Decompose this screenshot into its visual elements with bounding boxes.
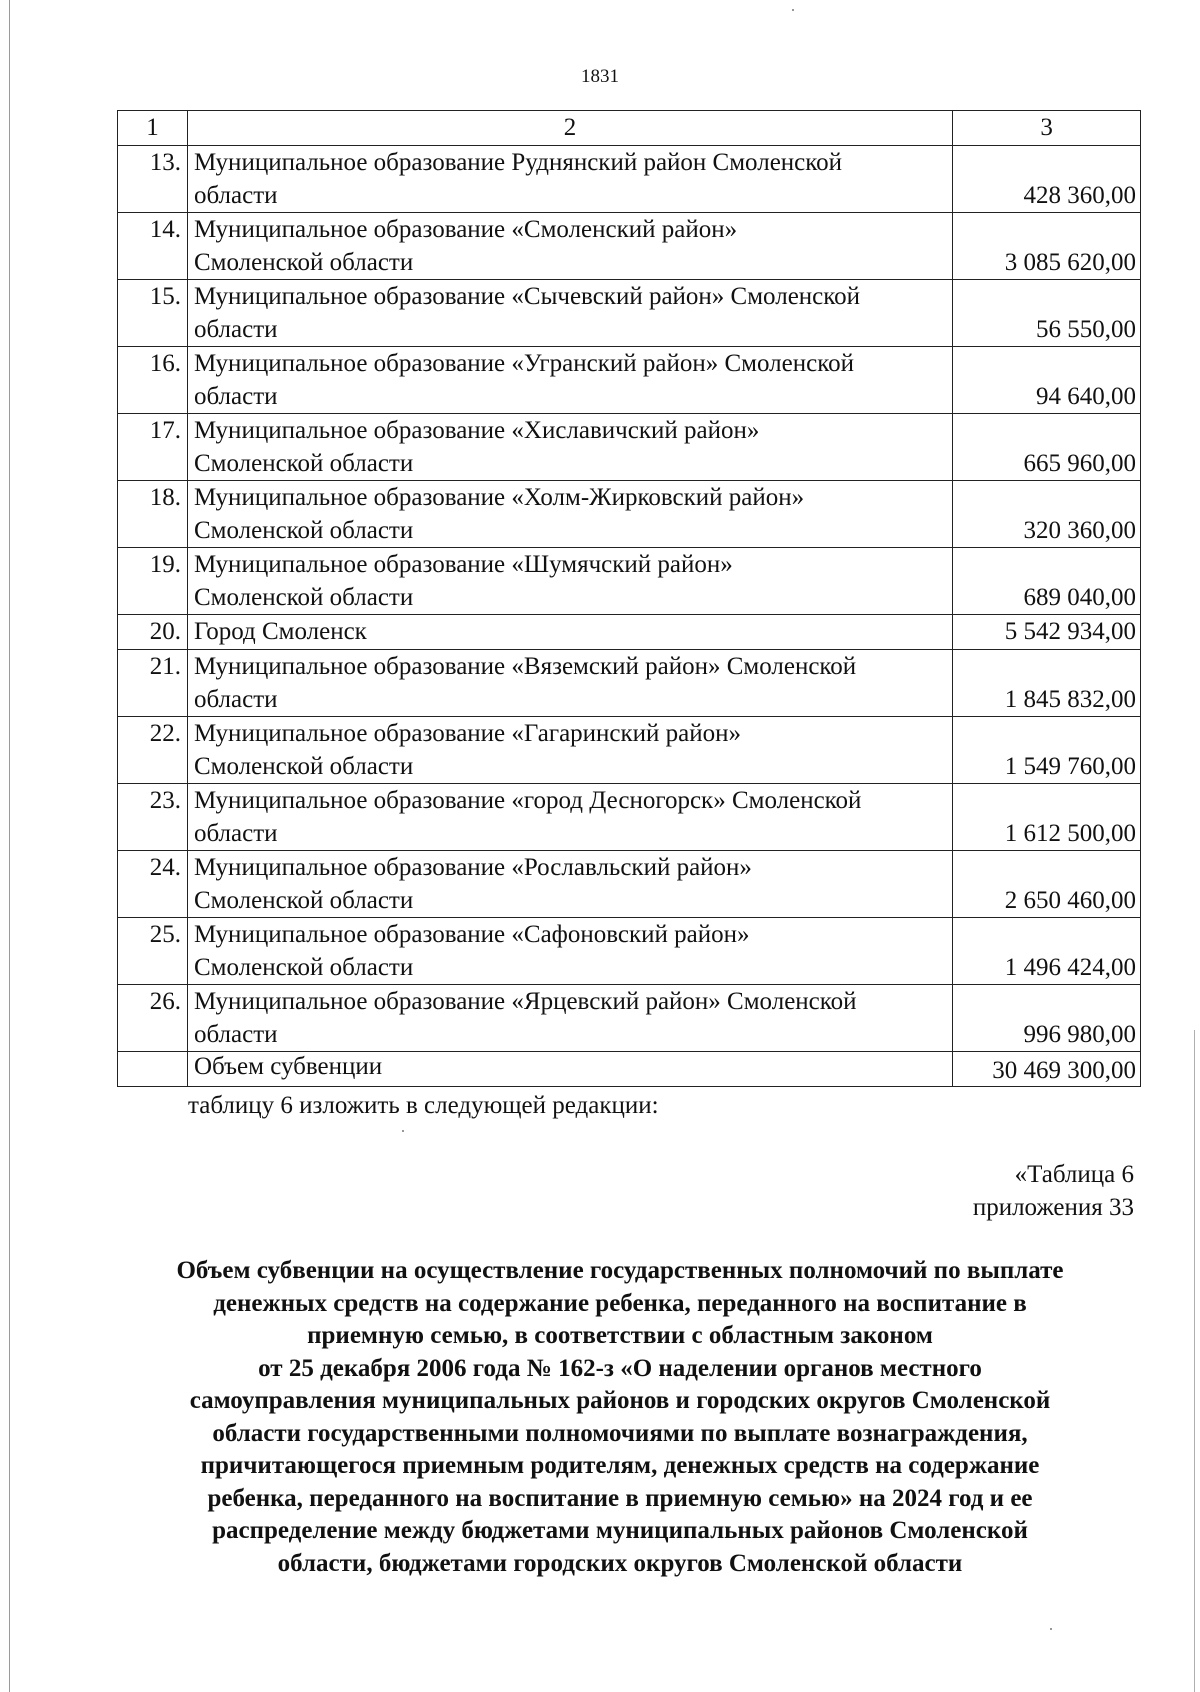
scan-speck — [792, 9, 794, 11]
table-row — [118, 146, 1141, 213]
municipality-name — [187, 213, 952, 280]
municipality-name-line-2: Смоленской области — [193, 584, 414, 611]
heading-line: Объем субвенции на осуществление государственных полномочий по выплате — [176, 1257, 1064, 1284]
subvention-amount: 665 960,00 — [953, 414, 1141, 481]
subvention-table — [117, 110, 1141, 1087]
municipality-name-line-1: Муниципальное образование «город Десногорск» Смоленской — [193, 787, 862, 814]
subvention-amount: 1 496 424,00 — [953, 918, 1141, 985]
row-number: 20. — [118, 615, 188, 650]
row-number: 22. — [118, 717, 188, 784]
municipality-name-line-1: Муниципальное образование «Рославльский район» — [193, 854, 752, 881]
municipality-name-line-2: Смоленской области — [193, 954, 414, 981]
municipality-name-line-1: Муниципальное образование «Гагаринский район» — [193, 720, 742, 747]
row-number: 23. — [118, 784, 188, 851]
subvention-amount: 1 845 832,00 — [953, 650, 1141, 717]
row-number: 16. — [118, 347, 188, 414]
heading-line: от 25 декабря 2006 года № 162-з «О наделении органов местного — [258, 1354, 982, 1382]
total-amount: 30 469 300,00 — [953, 1052, 1141, 1087]
municipality-name — [187, 414, 952, 481]
row-number: 26. — [118, 985, 188, 1052]
subvention-amount: 996 980,00 — [953, 985, 1141, 1052]
row-number: 13. — [118, 146, 188, 213]
municipality-name-line-1: Муниципальное образование Руднянский район Смоленской — [193, 149, 843, 176]
heading-line: самоуправления муниципальных районов и городских округов Смоленской — [189, 1387, 1051, 1414]
subvention-amount: 1 612 500,00 — [953, 784, 1141, 851]
municipality-name — [187, 717, 952, 784]
row-number: 18. — [118, 481, 188, 548]
heading-line: денежных средств на содержание ребенка, переданного на воспитание в — [213, 1289, 1027, 1317]
municipality-name-line-1: Муниципальное образование «Ярцевский район» Смоленской — [193, 988, 857, 1015]
table-row — [118, 650, 1141, 717]
table-reference — [973, 1158, 1134, 1224]
municipality-name — [187, 851, 952, 918]
table-row — [118, 347, 1141, 414]
header-col-3: 3 — [953, 111, 1141, 146]
municipality-name-line-1: Муниципальное образование «Угранский район» Смоленской — [193, 350, 854, 377]
total-label: Объем субвенции — [187, 1052, 952, 1087]
municipality-name — [187, 784, 952, 851]
instruction-text: таблицу 6 изложить в следующей редакции: — [188, 1092, 659, 1119]
municipality-name-line-2: Смоленской области — [193, 887, 414, 914]
table-header-row — [118, 111, 1141, 146]
municipality-name-line-2: области — [193, 820, 278, 847]
heading-line: причитающегося приемным родителям, денежных средств на содержание — [200, 1452, 1040, 1479]
table-reference-line-2: приложения 33 — [972, 1194, 1134, 1221]
section-heading — [100, 1255, 1140, 1580]
municipality-name-line-1: Муниципальное образование «Сафоновский район» — [193, 921, 750, 948]
municipality-name — [187, 481, 952, 548]
scan-speck — [402, 1130, 404, 1132]
header-col-2: 2 — [187, 111, 952, 146]
table-row — [118, 481, 1141, 548]
table-row — [118, 615, 1141, 650]
row-number: 19. — [118, 548, 188, 615]
municipality-name — [187, 146, 952, 213]
municipality-name-line-1: Муниципальное образование «Хиславичский район» — [193, 417, 760, 444]
table-row — [118, 414, 1141, 481]
municipality-name-line-1: Муниципальное образование «Сычевский район» Смоленской — [193, 283, 861, 310]
municipality-name-line-2: области — [193, 316, 278, 343]
table-row — [118, 280, 1141, 347]
table-total-row — [118, 1052, 1141, 1087]
municipality-name-line-2: Смоленской области — [193, 753, 414, 780]
municipality-name — [187, 985, 952, 1052]
table-row — [118, 548, 1141, 615]
scan-edge-left — [9, 0, 10, 1692]
municipality-name — [187, 615, 952, 650]
municipality-name-line-2: Смоленской области — [193, 249, 414, 276]
municipality-name-line-2: области — [193, 182, 278, 209]
heading-line: области государственными полномочиями по выплате вознаграждения, — [212, 1419, 1028, 1447]
row-number: 21. — [118, 650, 188, 717]
subvention-amount: 1 549 760,00 — [953, 717, 1141, 784]
municipality-name-line-2: Смоленской области — [193, 450, 414, 477]
table-row — [118, 213, 1141, 280]
table-row — [118, 717, 1141, 784]
municipality-name — [187, 548, 952, 615]
scan-edge-right — [1194, 1030, 1195, 1692]
municipality-name-line-1: Муниципальное образование «Шумячский район» — [193, 551, 733, 578]
table-row — [118, 918, 1141, 985]
municipality-name-line-1: Муниципальное образование «Холм-Жирковский район» — [193, 484, 805, 511]
row-number: 17. — [118, 414, 188, 481]
subvention-amount: 428 360,00 — [953, 146, 1141, 213]
subvention-amount: 56 550,00 — [953, 280, 1141, 347]
subvention-amount: 3 085 620,00 — [953, 213, 1141, 280]
row-number: 14. — [118, 213, 188, 280]
total-empty-cell — [118, 1052, 188, 1087]
municipality-name-line-2: области — [193, 686, 278, 713]
municipality-name-line-1: Муниципальное образование «Смоленский район» — [193, 216, 738, 243]
table-row — [118, 851, 1141, 918]
municipality-name-line-2: области — [193, 1021, 278, 1048]
municipality-name-line-1: Муниципальное образование «Вяземский район» Смоленской — [193, 653, 857, 680]
table-row — [118, 985, 1141, 1052]
municipality-name — [187, 918, 952, 985]
row-number: 15. — [118, 280, 188, 347]
subvention-amount: 320 360,00 — [953, 481, 1141, 548]
municipality-name-line-1: Город Смоленск — [193, 618, 367, 645]
municipality-name-line-2: области — [193, 383, 278, 410]
subvention-amount: 689 040,00 — [953, 548, 1141, 615]
municipality-name — [187, 650, 952, 717]
scan-speck — [1050, 1628, 1052, 1630]
table-reference-line-1: «Таблица 6 — [1014, 1161, 1134, 1188]
heading-line: распределение между бюджетами муниципальных районов Смоленской — [212, 1517, 1028, 1544]
subvention-amount: 2 650 460,00 — [953, 851, 1141, 918]
municipality-name — [187, 347, 952, 414]
page-number: 1831 — [581, 66, 619, 87]
row-number: 25. — [118, 918, 188, 985]
municipality-name — [187, 280, 952, 347]
heading-line: ребенка, переданного на воспитание в приемную семью» на 2024 год и ее — [207, 1484, 1033, 1512]
header-col-1: 1 — [118, 111, 188, 146]
subvention-amount: 94 640,00 — [953, 347, 1141, 414]
subvention-amount: 5 542 934,00 — [953, 615, 1141, 650]
heading-line: области, бюджетами городских округов Смоленской области — [277, 1549, 963, 1577]
row-number: 24. — [118, 851, 188, 918]
municipality-name-line-2: Смоленской области — [193, 517, 414, 544]
table-row — [118, 784, 1141, 851]
heading-line: приемную семью, в соответствии с областным законом — [307, 1322, 933, 1349]
